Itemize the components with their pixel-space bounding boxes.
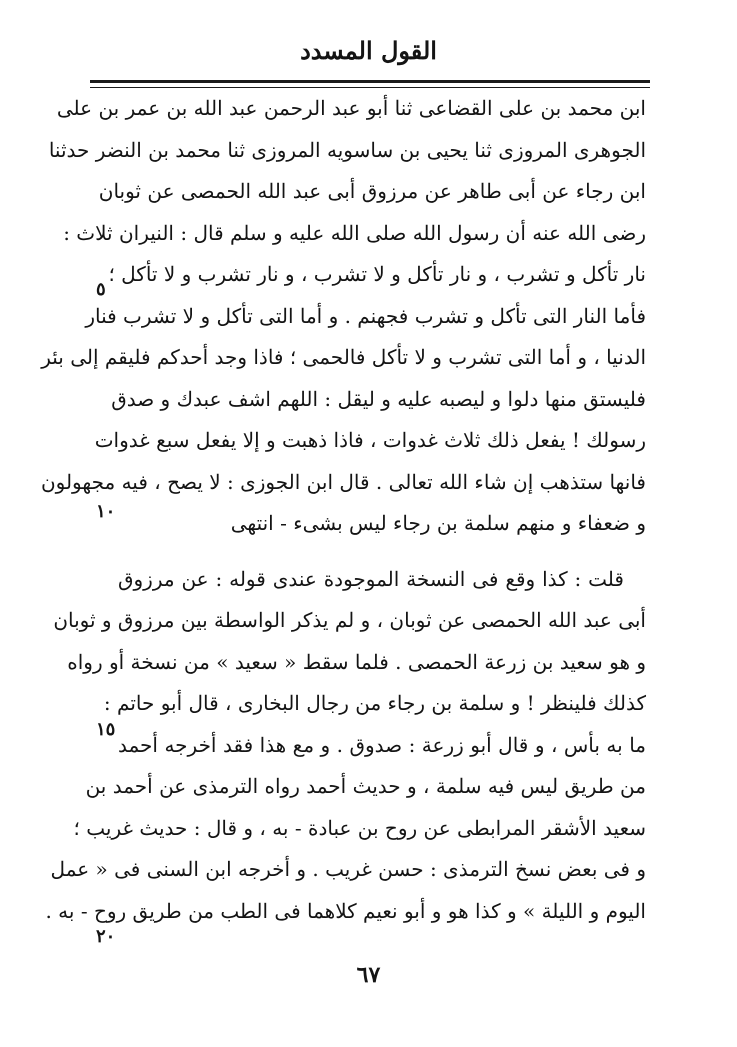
text-line: رسولك ! يفعل ذلك ثلاث غدوات ، فاذا ذهبت و إلا يفعل سبع غدوات	[94, 428, 646, 452]
line-number-20: ٢٠	[96, 926, 116, 947]
line-number-15: ١٥	[96, 719, 116, 740]
text-line: ما به بأس ، و قال أبو زرعة : صدوق . و مع هذا فقد أخرجه أحمد	[118, 732, 646, 757]
line-number-5: ٥	[96, 279, 106, 300]
text-line: من طريق ليس فيه سلمة ، و حديث أحمد رواه الترمذى عن أحمد بن	[85, 774, 646, 798]
text-line: و ضعفاء و منهم سلمة بن رجاء ليس بشىء - انتهى	[230, 511, 646, 535]
text-line: و هو سعيد بن زرعة الحمصى . فلما سقط « سعيد » من نسخة أو رواه	[67, 649, 646, 674]
text-line: رضى الله عنه أن رسول الله صلى الله عليه و سلم قال : النيران ثلاث :	[63, 220, 646, 245]
running-header	[0, 36, 737, 76]
page-footer	[0, 962, 737, 988]
text-line: فانها ستذهب إن شاء الله تعالى . قال ابن الجوزى : لا يصح ، فيه مجهولون	[40, 469, 646, 494]
text-line: سعيد الأشقر المرابطى عن روح بن عبادة - به ، و قال : حديث غريب ؛	[73, 815, 646, 840]
line-number-10: ١٠	[96, 501, 116, 522]
header-rule-thick	[90, 80, 650, 83]
page-number: ٦٧	[356, 962, 381, 988]
text-line: الجوهرى المروزى ثنا يحيى بن ساسويه المروزى ثنا محمد بن النضر حدثنا	[48, 137, 646, 162]
text-line: الدنيا ، و أما التى تشرب و لا تأكل فالحمى ؛ فاذا وجد أحدكم فليقم إلى بئر	[41, 345, 646, 369]
text-line: قلت : كذا وقع فى النسخة الموجودة عندى قوله : عن مرزوق	[118, 566, 624, 591]
text-line: فأما النار التى تأكل و تشرب فجهنم . و أما التى تأكل و لا تشرب فنار	[85, 303, 646, 328]
text-line: و فى بعض نسخ الترمذى : حسن غريب . و أخرجه ابن السنى فى « عمل	[50, 857, 646, 881]
text-line: ابن رجاء عن أبى طاهر عن مرزوق أبى عبد الله الحمصى عن ثوبان	[98, 179, 646, 203]
header-title: القول المسدد	[300, 36, 437, 65]
text-line: كذلك فلينظر ! و سلمة بن رجاء من رجال البخارى ، قال أبو حاتم :	[103, 691, 646, 715]
text-line: اليوم و الليلة » و كذا هو و أبو نعيم كلاهما فى الطب من طريق روح - به .	[45, 898, 646, 923]
text-line: ابن محمد بن على القضاعى ثنا أبو عبد الرحمن عبد الله بن عمر بن على	[56, 96, 646, 120]
text-line: أبى عبد الله الحمصى عن ثوبان ، و لم يذكر الواسطة بين مرزوق و ثوبان	[53, 608, 646, 632]
text-line: نار تأكل و تشرب ، و نار تأكل و لا تشرب ، و نار تشرب و لا تأكل ؛	[108, 262, 646, 286]
text-line: فليستق منها دلوا و ليصبه عليه و ليقل : اللهم اشف عبدك و صدق	[111, 386, 646, 411]
